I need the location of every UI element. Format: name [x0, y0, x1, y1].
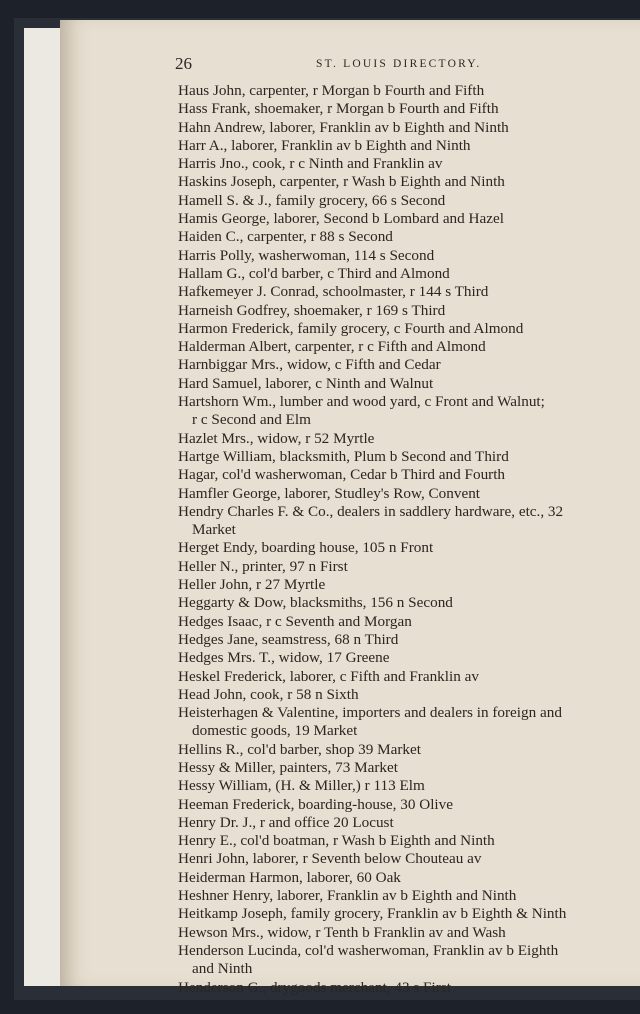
directory-entry — [178, 832, 633, 850]
directory-entry — [178, 338, 633, 356]
entry-text: Henry E., col'd boatman, r Wash b Eighth and Ninth — [178, 832, 495, 850]
directory-entry — [178, 869, 633, 887]
entry-text: Heggarty & Dow, blacksmiths, 156 n Second — [178, 594, 453, 612]
entry-text: Henderson G., drygoods merchant, 43 s First — [178, 978, 451, 996]
entry-text: Heitkamp Joseph, family grocery, Franklin av b Eighth & Ninth — [178, 905, 567, 923]
entry-text: Harmon Frederick, family grocery, c Fourth and Almond — [178, 319, 524, 337]
entry-text: Hard Samuel, laborer, c Ninth and Walnut — [178, 374, 434, 392]
directory-entry — [178, 100, 633, 118]
directory-entry — [178, 631, 633, 649]
entry-text: Heshner Henry, laborer, Franklin av b Eighth and Ninth — [178, 887, 517, 905]
entry-text: Hagar, col'd washerwoman, Cedar b Third and Fourth — [178, 466, 506, 484]
entry-text: Hafkemeyer J. Conrad, schoolmaster, r 144 s Third — [178, 283, 489, 301]
entry-text: Hellins R., col'd barber, shop 39 Market — [178, 740, 421, 758]
directory-entry — [178, 247, 633, 265]
directory-entry — [178, 137, 633, 155]
directory-entry — [178, 283, 633, 301]
directory-page — [60, 20, 640, 996]
directory-entry — [178, 686, 633, 704]
entry-text: Head John, cook, r 58 n Sixth — [178, 685, 359, 703]
entry-continuation: and Ninth — [192, 960, 253, 978]
directory-entry — [178, 942, 633, 979]
entry-text: Hedges Mrs. T., widow, 17 Greene — [178, 649, 390, 667]
entry-text: Hass Frank, shoemaker, r Morgan b Fourth and Fifth — [178, 100, 499, 118]
entry-text: Haus John, carpenter, r Morgan b Fourth and Fifth — [178, 82, 485, 99]
entry-text: Harris Jno., cook, r c Ninth and Franklin av — [178, 155, 443, 173]
entry-text: Heeman Frederick, boarding-house, 30 Olive — [178, 795, 453, 813]
directory-entry — [178, 485, 633, 503]
directory-entry — [178, 558, 633, 576]
entry-text: Halderman Albert, carpenter, r c Fifth and Almond — [178, 338, 486, 356]
directory-entry — [178, 228, 633, 246]
directory-entry — [178, 265, 633, 283]
directory-entry — [178, 887, 633, 905]
entry-text: Harr A., laborer, Franklin av b Eighth and Ninth — [178, 136, 471, 154]
directory-entry — [178, 356, 633, 374]
running-title: ST. LOUIS DIRECTORY. — [316, 58, 482, 70]
page-content — [175, 48, 633, 996]
directory-entry — [178, 320, 633, 338]
entry-text: Hartshorn Wm., lumber and wood yard, c Front and Walnut; — [178, 393, 545, 411]
entry-text: Harris Polly, washerwoman, 114 s Second — [178, 246, 435, 264]
entry-text: Hahn Andrew, laborer, Franklin av b Eighth and Ninth — [178, 118, 509, 136]
directory-entry — [178, 741, 633, 759]
directory-entry — [178, 613, 633, 631]
entry-continuation: Market — [192, 521, 236, 539]
entry-text: Heisterhagen & Valentine, importers and dealers in foreign and — [178, 704, 562, 722]
directory-entry — [178, 503, 633, 540]
entry-text: Heskel Frederick, laborer, c Fifth and Franklin av — [178, 667, 479, 685]
entry-text: Henderson Lucinda, col'd washerwoman, Franklin av b Eighth — [178, 941, 559, 959]
directory-entry — [178, 192, 633, 210]
entry-text: Harnbiggar Mrs., widow, c Fifth and Cedar — [178, 356, 441, 374]
directory-entry — [178, 777, 633, 795]
entry-text: Heller John, r 27 Myrtle — [178, 576, 326, 594]
directory-entry — [178, 905, 633, 923]
entry-text: Haiden C., carpenter, r 88 s Second — [178, 228, 393, 246]
directory-entry — [178, 704, 633, 741]
directory-entry — [178, 979, 633, 997]
entry-text: Hamis George, laborer, Second b Lombard and Hazel — [178, 210, 504, 228]
entry-text: Heiderman Harmon, laborer, 60 Oak — [178, 868, 401, 886]
entry-text: Haskins Joseph, carpenter, r Wash b Eighth and Ninth — [178, 173, 505, 191]
directory-entry — [178, 924, 633, 942]
directory-entry — [178, 448, 633, 466]
directory-entry — [178, 649, 633, 667]
entry-text: Hamell S. & J., family grocery, 66 s Second — [178, 191, 446, 209]
entry-text: Henri John, laborer, r Seventh below Chouteau av — [178, 850, 482, 868]
directory-entry — [178, 796, 633, 814]
entry-text: Hessy William, (H. & Miller,) r 113 Elm — [178, 777, 425, 795]
entry-text: Hazlet Mrs., widow, r 52 Myrtle — [178, 429, 375, 447]
directory-entry — [178, 210, 633, 228]
entry-text: Hallam G., col'd barber, c Third and Almond — [178, 264, 450, 282]
directory-entry — [178, 759, 633, 777]
directory-entry — [178, 594, 633, 612]
entry-text: Heller N., printer, 97 n First — [178, 557, 348, 575]
directory-entry — [178, 576, 633, 594]
directory-entry — [178, 814, 633, 832]
directory-entry — [178, 119, 633, 137]
directory-entries — [178, 82, 633, 997]
page-header — [175, 48, 633, 73]
directory-entry — [178, 668, 633, 686]
directory-entry — [178, 850, 633, 868]
entry-text: Hessy & Miller, painters, 73 Market — [178, 758, 398, 776]
directory-entry — [178, 375, 633, 393]
entry-text: Hedges Jane, seamstress, 68 n Third — [178, 630, 399, 648]
directory-entry — [178, 302, 633, 320]
page-number: 26 — [175, 54, 192, 73]
entry-text: Hendry Charles F. & Co., dealers in saddlery hardware, etc., 32 — [178, 502, 564, 520]
directory-entry — [178, 155, 633, 173]
directory-entry — [178, 466, 633, 484]
directory-entry — [178, 430, 633, 448]
directory-entry — [178, 539, 633, 557]
entry-text: Herget Endy, boarding house, 105 n Front — [178, 539, 434, 557]
entry-continuation: r c Second and Elm — [192, 411, 311, 429]
directory-entry — [178, 393, 633, 430]
directory-entry — [178, 173, 633, 191]
entry-text: Henry Dr. J., r and office 20 Locust — [178, 813, 394, 831]
entry-text: Hartge William, blacksmith, Plum b Second and Third — [178, 447, 509, 465]
entry-text: Harneish Godfrey, shoemaker, r 169 s Third — [178, 301, 446, 319]
entry-continuation: domestic goods, 19 Market — [192, 722, 358, 740]
entry-text: Hedges Isaac, r c Seventh and Morgan — [178, 612, 412, 630]
entry-text: Hamfler George, laborer, Studley's Row, Convent — [178, 484, 481, 502]
entry-text: Hewson Mrs., widow, r Tenth b Franklin av and Wash — [178, 923, 506, 941]
directory-entry — [178, 82, 633, 100]
